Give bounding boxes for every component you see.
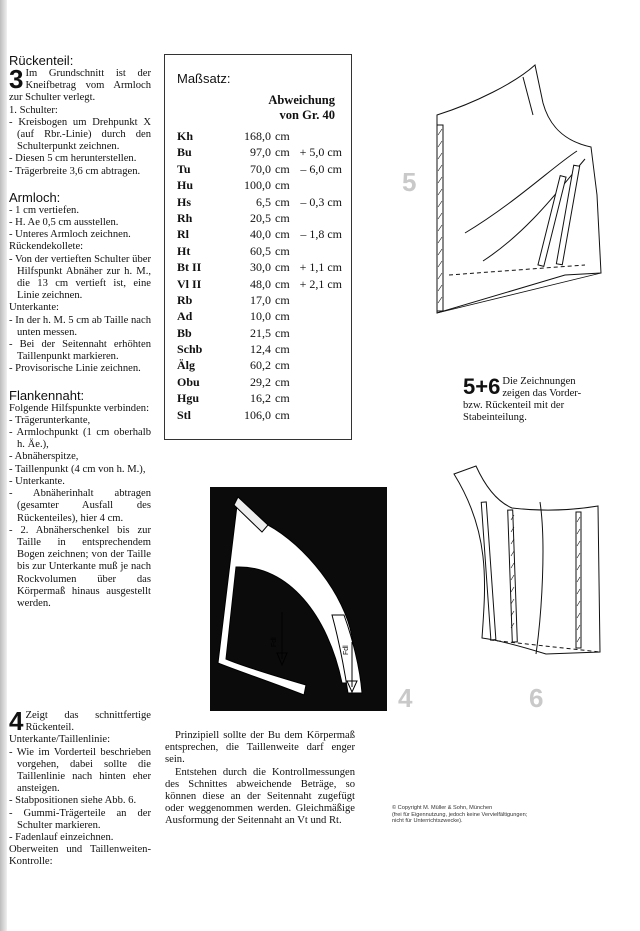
massatz-box bbox=[164, 54, 352, 440]
figure-6-drawing bbox=[450, 462, 610, 672]
massatz-unit: cm bbox=[275, 145, 290, 160]
text-line: 1. Schulter: bbox=[9, 104, 58, 116]
massatz-value: 16,2 bbox=[250, 391, 271, 406]
massatz-title: Maßsatz: bbox=[177, 71, 231, 86]
bullet-line: - Unterkante. bbox=[9, 475, 65, 487]
bullet-line: - Armlochpunkt (1 cm oberhalb h. Äe.), bbox=[9, 427, 151, 451]
massatz-value: 60,2 bbox=[250, 358, 271, 373]
text-line: Folgende Hilfspunkte verbinden: bbox=[9, 402, 150, 414]
massatz-key: Tu bbox=[177, 161, 191, 176]
massatz-table bbox=[177, 129, 347, 424]
massatz-unit: cm bbox=[275, 243, 290, 258]
section-number: 4 bbox=[9, 706, 24, 736]
massatz-key: Bt II bbox=[177, 260, 202, 275]
massatz-unit: cm bbox=[275, 276, 290, 291]
bullet-line: - Bei der Seitennaht erhöhten Taillenpunkt markieren. bbox=[9, 339, 151, 363]
massatz-value: 100,0 bbox=[244, 178, 271, 193]
bullet-line: - H. Ae 0,5 cm ausstellen. bbox=[9, 217, 119, 229]
text-line: Oberweiten und Taillenweiten-Kontrolle: bbox=[9, 844, 151, 868]
massatz-row bbox=[177, 342, 347, 358]
bullet-line: - Trägerunterkante, bbox=[9, 414, 91, 426]
massatz-deviation: – 6,0 cm bbox=[300, 161, 342, 176]
fig4-label-fdl-2: Fdl bbox=[343, 645, 350, 655]
deviation-header-line1: Abweichung bbox=[268, 93, 335, 107]
bullet-line: - Abnäherspitze, bbox=[9, 451, 79, 463]
massatz-value: 97,0 bbox=[250, 145, 271, 160]
middle-paragraph-1: Prinzipiell sollte der Bu dem Körpermaß entsprechen, die Taillenweite darf enger sein. bbox=[165, 730, 355, 766]
massatz-value: 6,5 bbox=[256, 194, 271, 209]
massatz-unit: cm bbox=[275, 227, 290, 242]
bullet-line: - Gummi-Trägerteile an der Schulter markieren. bbox=[9, 807, 151, 831]
bullet-line: - 1 cm vertiefen. bbox=[9, 204, 80, 216]
fig4-label-fdl-1: Fdl bbox=[271, 637, 278, 647]
massatz-unit: cm bbox=[275, 178, 290, 193]
heading-flankennaht: Flankennaht: bbox=[9, 387, 85, 403]
massatz-key: Hgu bbox=[177, 391, 200, 406]
massatz-deviation: – 1,8 cm bbox=[300, 227, 342, 242]
figure-4 bbox=[210, 487, 387, 711]
massatz-deviation: + 1,1 cm bbox=[299, 260, 342, 275]
massatz-row bbox=[177, 391, 347, 407]
bullet-line: - Fadenlauf einzeichnen. bbox=[9, 832, 114, 844]
massatz-row bbox=[177, 408, 347, 424]
deviation-header-line2: von Gr. 40 bbox=[279, 108, 335, 122]
text-line: Unterkante/Taillenlinie: bbox=[9, 734, 111, 746]
copyright-line-3: nicht für Unterrichtszwecke). bbox=[392, 818, 463, 825]
section-4 bbox=[9, 706, 151, 869]
massatz-unit: cm bbox=[275, 407, 290, 422]
bullet-line: - In der h. M. 5 cm ab Taille nach unten messen. bbox=[9, 314, 151, 338]
massatz-value: 106,0 bbox=[244, 407, 271, 422]
massatz-row bbox=[177, 277, 347, 293]
massatz-row bbox=[177, 227, 347, 243]
bullet-line: - Von der vertieften Schulter über Hilfspunkt Abnäher zur h. M., die 13 cm vertieft ist, eine Linie zeichnen. bbox=[9, 253, 151, 302]
heading-armloch: Armloch: bbox=[9, 189, 61, 205]
heading-rueckenteil: Rückenteil: bbox=[9, 53, 74, 68]
massatz-unit: cm bbox=[275, 194, 290, 209]
massatz-key: Hu bbox=[177, 178, 194, 193]
figure-5 bbox=[425, 55, 615, 325]
text-line: Rückendekollete: bbox=[9, 241, 84, 253]
bullet-line: - Diesen 5 cm herunterstellen. bbox=[9, 153, 137, 165]
massatz-deviation: – 0,3 cm bbox=[300, 194, 342, 209]
massatz-row bbox=[177, 162, 347, 178]
figure-4-number: 4 bbox=[398, 683, 413, 713]
copyright-notice bbox=[392, 805, 562, 825]
massatz-row bbox=[177, 178, 347, 194]
figure-4-drawing bbox=[210, 487, 387, 711]
section-flankennaht bbox=[9, 403, 151, 610]
figure-5-drawing bbox=[425, 55, 615, 325]
massatz-value: 168,0 bbox=[244, 129, 271, 143]
massatz-key: Kh bbox=[177, 129, 194, 143]
massatz-value: 60,5 bbox=[250, 243, 271, 258]
massatz-key: Ht bbox=[177, 243, 191, 258]
massatz-row bbox=[177, 244, 347, 260]
massatz-unit: cm bbox=[275, 161, 290, 176]
massatz-value: 20,5 bbox=[250, 210, 271, 225]
massatz-value: 12,4 bbox=[250, 342, 271, 357]
middle-text bbox=[165, 730, 355, 828]
text-line: Unterkante: bbox=[9, 302, 60, 314]
text-line: Zeigt das schnittfertige Rückenteil. bbox=[25, 710, 151, 734]
text-line: Im Grundschnitt ist der Kneifbetrag vom Armloch zur Schulter verlegt. bbox=[9, 68, 151, 104]
bullet-line: - Abnäherinhalt abtragen (gesamter Ausfall des Rückenteiles), hier 4 cm. bbox=[9, 488, 151, 524]
massatz-row bbox=[177, 309, 347, 325]
figure-6 bbox=[450, 462, 610, 672]
massatz-row bbox=[177, 326, 347, 342]
massatz-row bbox=[177, 358, 347, 374]
caption-5-6 bbox=[463, 376, 589, 424]
massatz-value: 40,0 bbox=[250, 227, 271, 242]
massatz-value: 21,5 bbox=[250, 325, 271, 340]
massatz-unit: cm bbox=[275, 210, 290, 225]
bullet-line: - Wie im Vorderteil beschrieben vorgehen, dabei sollte die Taillenlinie nach hinten eher ansteigen. bbox=[9, 746, 151, 795]
massatz-unit: cm bbox=[275, 129, 290, 143]
massatz-unit: cm bbox=[275, 292, 290, 307]
bullet-line: - Stabpositionen siehe Abb. 6. bbox=[9, 795, 137, 807]
massatz-value: 10,0 bbox=[250, 309, 271, 324]
section-number: 3 bbox=[9, 64, 24, 94]
massatz-deviation: + 2,1 cm bbox=[299, 276, 342, 291]
massatz-key: Vl II bbox=[177, 276, 202, 291]
page-edge-shadow bbox=[0, 0, 7, 931]
massatz-unit: cm bbox=[275, 391, 290, 406]
massatz-key: Bb bbox=[177, 325, 192, 340]
copyright-line-2: (frei für Eigennutzung, jedoch keine Vervielfältigungen; bbox=[392, 811, 528, 818]
copyright-line-1: © Copyright M. Müller & Sohn, München bbox=[392, 805, 493, 811]
bullet-line: - Provisorische Linie zeichnen. bbox=[9, 363, 141, 375]
massatz-unit: cm bbox=[275, 342, 290, 357]
left-column bbox=[9, 53, 151, 610]
massatz-value: 30,0 bbox=[250, 260, 271, 275]
massatz-key: Schb bbox=[177, 342, 203, 357]
massatz-unit: cm bbox=[275, 309, 290, 324]
massatz-row bbox=[177, 129, 347, 145]
massatz-key: Rl bbox=[177, 227, 189, 242]
section-rueckenteil bbox=[9, 64, 151, 178]
massatz-key: Ad bbox=[177, 309, 193, 324]
massatz-value: 48,0 bbox=[250, 276, 271, 291]
massatz-unit: cm bbox=[275, 374, 290, 389]
caption-5-6-text: Die Zeichnungen zeigen das Vorder- bzw. Rückenteil mit der Stabeinteilung. bbox=[463, 376, 582, 423]
massatz-key: Hs bbox=[177, 194, 192, 209]
massatz-row bbox=[177, 375, 347, 391]
deviation-header bbox=[268, 93, 335, 123]
massatz-row bbox=[177, 293, 347, 309]
figure-6-number: 6 bbox=[529, 683, 544, 713]
bullet-line: - Trägerbreite 3,6 cm abtragen. bbox=[9, 165, 141, 177]
massatz-key: Bu bbox=[177, 145, 192, 160]
massatz-unit: cm bbox=[275, 358, 290, 373]
massatz-key: Obu bbox=[177, 374, 200, 389]
bullet-line: - 2. Abnäherschenkel bis zur Taille in entsprechendem Bogen zeichnen; von der Taille bis zur Unterkante muß je nach Rockvolumen über das Körpermaß hinaus ausgestellt werden. bbox=[9, 524, 151, 609]
middle-paragraph-2: Entstehen durch die Kontrollmessungen des Schnittes abweichende Beträge, so können diese an der Seitennaht zugefügt oder weggenommen werden. Gleichmäßige Ausformung der Seitennaht an Vt und Rt. bbox=[165, 766, 355, 827]
massatz-key: Rh bbox=[177, 210, 193, 225]
section-armloch bbox=[9, 205, 151, 376]
massatz-value: 29,2 bbox=[250, 374, 271, 389]
bullet-line: - Unteres Armloch zeichnen. bbox=[9, 229, 131, 241]
massatz-value: 70,0 bbox=[250, 161, 271, 176]
massatz-row bbox=[177, 260, 347, 276]
massatz-unit: cm bbox=[275, 260, 290, 275]
massatz-key: Stl bbox=[177, 407, 192, 422]
bullet-line: - Kreisbogen um Drehpunkt X (auf Rbr.-Linie) durch den Schulterpunkt zeichnen. bbox=[9, 116, 151, 153]
figure-5-number: 5 bbox=[402, 167, 417, 197]
massatz-row bbox=[177, 211, 347, 227]
bullet-line: - Taillenpunkt (4 cm von h. M.), bbox=[9, 463, 146, 475]
massatz-key: Älg bbox=[177, 358, 195, 373]
massatz-row bbox=[177, 145, 347, 161]
massatz-row bbox=[177, 195, 347, 211]
massatz-key: Rb bbox=[177, 292, 193, 307]
caption-5-6-number: 5+6 bbox=[463, 374, 501, 399]
massatz-unit: cm bbox=[275, 325, 290, 340]
massatz-value: 17,0 bbox=[250, 292, 271, 307]
section-4-column bbox=[9, 706, 151, 869]
massatz-deviation: + 5,0 cm bbox=[299, 145, 342, 160]
